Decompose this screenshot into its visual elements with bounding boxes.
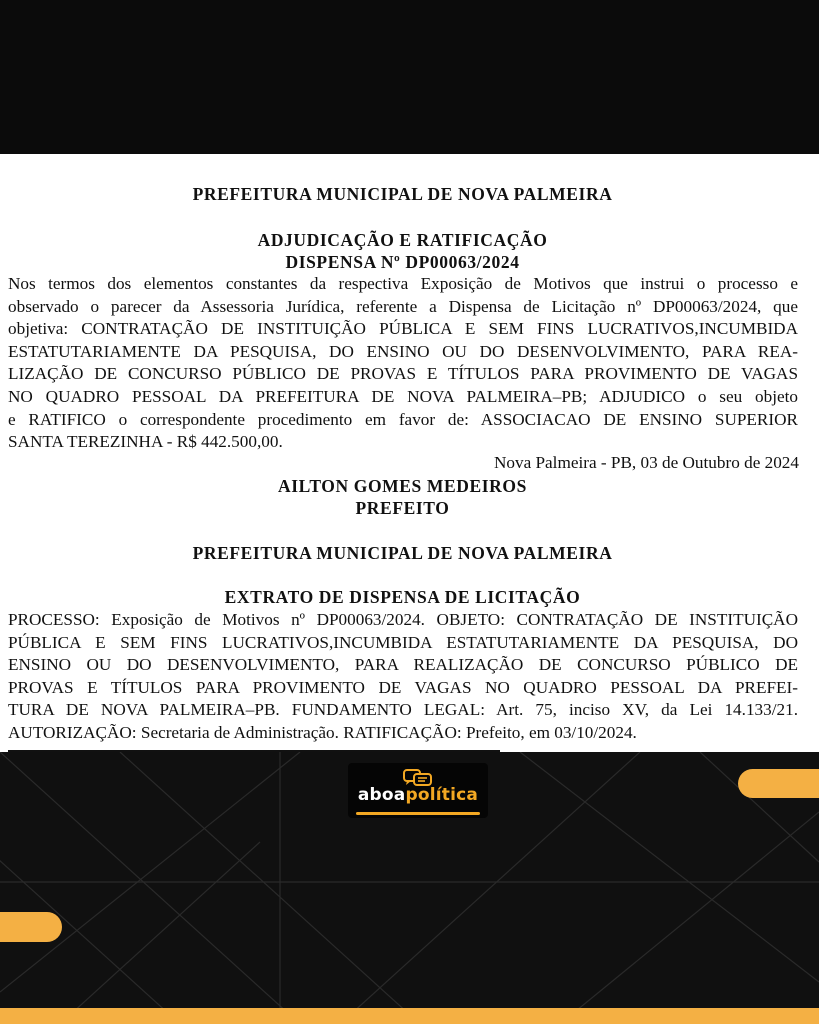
notice1-subtitle: DISPENSA Nº DP00063/2024: [285, 252, 520, 272]
logo-wordmark: [348, 785, 488, 805]
notice1-signer-role: PREFEITO: [355, 498, 450, 518]
document-clipping: [0, 154, 819, 752]
notice1-body-line: Nos termos dos elementos constantes da respectiva Exposição de Motivos que instrui o processo e: [8, 274, 798, 293]
notice2-body-line: PROVAS E TÍTULOS PARA PROVIMENTO DE VAGAS NO QUADRO PESSOAL DA PREFEI-: [8, 677, 798, 697]
notice1-body-line: observado o parecer da Assessoria Jurídica, referente a Dispensa de Licitação nº DP00063/2024, que: [8, 296, 798, 316]
notice1-body-line: LIZAÇÃO DE CONCURSO PÚBLICO DE PROVAS E TÍTULOS PARA PROVIMENTO DE VAGAS: [8, 364, 798, 384]
logo-wordmark-part1: aboa: [357, 785, 406, 805]
notice1-prefeitura-heading: PREFEITURA MUNICIPAL DE NOVA PALMEIRA: [192, 184, 613, 204]
notice1-body-line: ESTATUTARIAMENTE DA PESQUISA, DO ENSINO OU DO DESENVOLVIMENTO, PARA REA-: [8, 341, 798, 361]
notice2-body-line: ENSINO OU DO DESENVOLVIMENTO, PARA REALIZAÇÃO DE CONCURSO PÚBLICO DE: [8, 655, 798, 675]
notice2-prefeitura-heading: PREFEITURA MUNICIPAL DE NOVA PALMEIRA: [192, 543, 613, 563]
notice1-signer: AILTON GOMES MEDEIROS: [278, 476, 527, 496]
notice2-body-line: AUTORIZAÇÃO: Secretaria de Administração. RATIFICAÇÃO: Prefeito, em 03/10/2024.: [8, 722, 637, 742]
logo-underline: [356, 812, 480, 815]
decorative-pill-left: [0, 912, 62, 942]
notice2-title: EXTRATO DE DISPENSA DE LICITAÇÃO: [224, 587, 581, 607]
bottom-accent-strip: [0, 1008, 819, 1024]
notice1-body-line: SANTA TEREZINHA - R$ 442.500,00.: [8, 432, 283, 452]
notice2-body: [8, 609, 798, 745]
notice1-body-line: NO QUADRO PESSOAL DA PREFEITURA DE NOVA PALMEIRA–PB; ADJUDICO o seu objeto: [8, 386, 798, 406]
decorative-pill-right: [738, 769, 819, 798]
notice1-body-line: e RATIFICO o correspondente procedimento em favor de: ASSOCIACAO DE ENSINO SUPERIOR: [8, 409, 798, 429]
notice1-body: [8, 273, 798, 454]
notice1-title: ADJUDICAÇÃO E RATIFICAÇÃO: [257, 230, 548, 250]
aboapolitica-logo: [348, 763, 488, 818]
notice2-body-line: PROCESSO: Exposição de Motivos nº DP00063/2024. OBJETO: CONTRATAÇÃO DE INSTITUIÇÃO: [8, 610, 798, 629]
notice1-body-line: objetiva: CONTRATAÇÃO DE INSTITUIÇÃO PÚBLICA E SEM FINS LUCRATIVOS,INCUMBIDA: [8, 319, 798, 339]
logo-wordmark-part2: política: [405, 785, 479, 805]
top-dark-band: [0, 0, 819, 154]
notice2-body-line: PÚBLICA E SEM FINS LUCRATIVOS,INCUMBIDA ESTATUTARIAMENTE DA PESQUISA, DO: [8, 632, 798, 652]
notice2-body-line: TURA DE NOVA PALMEIRA–PB. FUNDAMENTO LEGAL: Art. 75, inciso XV, da Lei 14.133/21.: [8, 700, 798, 720]
notice1-place-date: Nova Palmeira - PB, 03 de Outubro de 2024: [493, 453, 799, 472]
